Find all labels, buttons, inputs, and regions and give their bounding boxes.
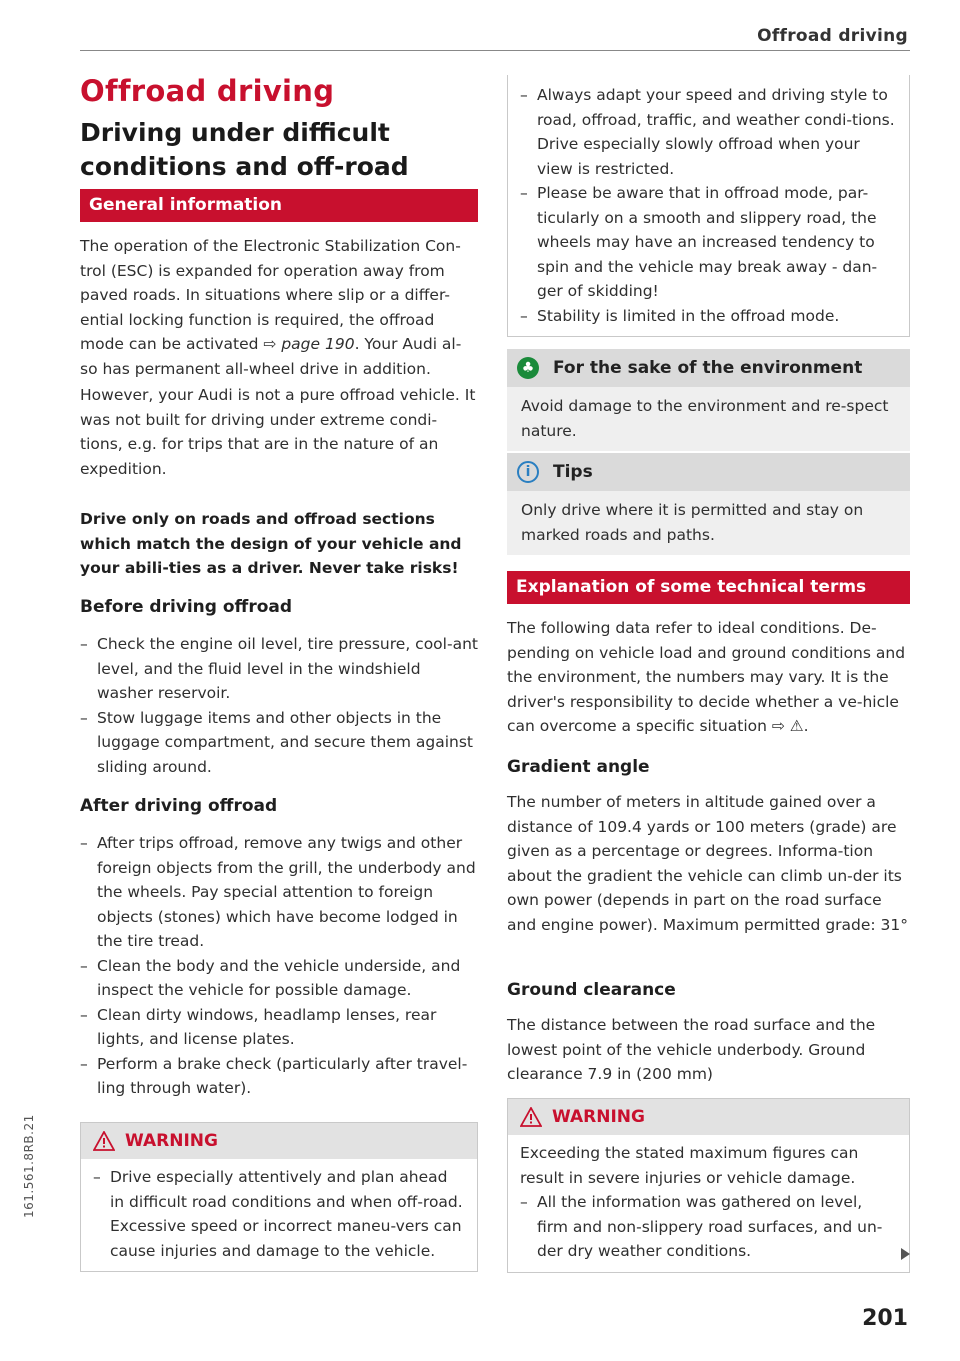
- list-item: – Stability is limited in the offroad mode.: [520, 304, 897, 329]
- intro-paragraph-2-text: However, your Audi is not a pure offroad vehicle. It was not built for driving under extreme condi-tions, e.g. for trips that are in the nature of an expedition.: [80, 386, 476, 478]
- list-item: – Check the engine oil level, tire pressure, cool-ant level, and the fluid level in the windshield washer reservoir.: [80, 632, 478, 706]
- intro-text-b: . Your Audi al-so has permanent all-wheel drive in addition.: [80, 335, 462, 378]
- intro-text-a: The operation of the Electronic Stabilization Con-trol (ESC) is expanded for operation away from paved roads. In situations where slip or a differ-ential locking function is required, the offroad mode can be activated: [80, 237, 461, 353]
- warning-box-continued: [507, 75, 910, 337]
- running-head: Offroad driving: [757, 26, 908, 46]
- warning-triangle-icon: [520, 1107, 542, 1127]
- gradient-paragraph: [507, 790, 910, 937]
- before-driving-heading: Before driving offroad: [80, 597, 293, 617]
- gradient-paragraph-text: The number of meters in altitude gained over a distance of 109.4 yards or 100 meters (grade) are given as a percentage or degrees. Informa-tion about the gradient the vehicle can climb un-der its own power (depends in part on the road surface and engine power). Maximum permitted grade: 31°: [507, 793, 909, 934]
- warning-label: WARNING: [125, 1131, 218, 1151]
- section-title-line-1: Driving under difficult: [80, 118, 390, 147]
- page-number: 201: [862, 1306, 908, 1331]
- chapter-title: Offroad driving: [80, 74, 335, 108]
- document-code: 161.561.8RB.21: [22, 1114, 36, 1218]
- environment-note: [507, 349, 910, 451]
- environment-label: For the sake of the environment: [553, 358, 863, 378]
- continue-arrow-icon: [901, 1248, 910, 1260]
- tips-label: Tips: [553, 462, 593, 482]
- tips-header: [507, 453, 910, 491]
- warning-header: [508, 1099, 909, 1135]
- list-item: – Always adapt your speed and driving style to road, offroad, traffic, and weather condi-tions. Drive especially slowly offroad when your view is restricted.: [520, 83, 897, 181]
- tips-body: Only drive where it is permitted and stay on marked roads and paths.: [521, 501, 864, 544]
- gradient-angle-heading: Gradient angle: [507, 757, 650, 777]
- before-driving-list: [80, 632, 478, 779]
- warning-label: WARNING: [552, 1107, 645, 1127]
- warning-header: [81, 1123, 477, 1159]
- warning-intro: Exceeding the stated maximum figures can result in severe injuries or vehicle damage.: [520, 1144, 859, 1187]
- terms-paragraph-text: The following data refer to ideal conditions. De-pending on vehicle load and ground conditions and the environment, the numbers may vary. It is the driver's responsibility to decide whether a ve-hicle can overcome a specific situation ⇨ ⚠.: [507, 619, 906, 735]
- intro-paragraph-1: [80, 234, 478, 381]
- warning-box-right: [507, 1098, 910, 1273]
- ground-clearance-heading: Ground clearance: [507, 980, 676, 1000]
- section-title-line-2: conditions and off-road: [80, 152, 409, 181]
- list-item: – All the information was gathered on level, firm and non-slippery road surfaces, and un-der dry weather conditions.: [520, 1190, 897, 1264]
- environment-leaf-icon: ♣: [517, 357, 539, 379]
- list-item: – Perform a brake check (particularly after travel-ling through water).: [80, 1052, 478, 1101]
- clearance-paragraph: [507, 1013, 910, 1087]
- after-driving-list: [80, 831, 478, 1101]
- warning-body: [508, 1135, 909, 1272]
- environment-header: [507, 349, 910, 387]
- terms-paragraph: [507, 616, 910, 739]
- list-item: – Drive especially attentively and plan ahead in difficult road conditions and when off-road. Excessive speed or incorrect maneu-vers can cause injuries and damage to the vehicle.: [93, 1165, 465, 1263]
- warning-body: [81, 1159, 477, 1271]
- after-driving-heading: After driving offroad: [80, 796, 278, 816]
- band-general-information: General information: [80, 189, 478, 222]
- warning-continued-body: [508, 75, 909, 336]
- list-item: – Clean the body and the vehicle underside, and inspect the vehicle for possible damage.: [80, 954, 478, 1003]
- clearance-paragraph-text: The distance between the road surface and the lowest point of the vehicle underbody. Ground clearance 7.9 in (200 mm): [507, 1016, 876, 1083]
- list-item: – Stow luggage items and other objects in the luggage compartment, and secure them against sliding around.: [80, 706, 478, 780]
- list-item: – Clean dirty windows, headlamp lenses, rear lights, and license plates.: [80, 1003, 478, 1052]
- info-icon: i: [517, 461, 539, 483]
- list-item: – After trips offroad, remove any twigs and other foreign objects from the grill, the underbody and the wheels. Pay special attention to foreign objects (stones) which have become lodged in the tire tread.: [80, 831, 478, 954]
- tips-note: [507, 453, 910, 555]
- section-title: [80, 116, 409, 184]
- warning-box-left: [80, 1122, 478, 1272]
- page-reference-link[interactable]: ⇨ page 190: [263, 335, 355, 353]
- list-item: – Please be aware that in offroad mode, par-ticularly on a smooth and slippery road, the wheels may have an increased tendency to spin and the vehicle may break away - dan-ger of skidding!: [520, 181, 897, 304]
- environment-body: Avoid damage to the environment and re-spect nature.: [521, 397, 889, 440]
- bold-notice: [80, 507, 478, 581]
- warning-triangle-icon: [93, 1131, 115, 1151]
- header-rule: [80, 50, 910, 51]
- intro-paragraph-2: [80, 383, 478, 481]
- bold-notice-text: Drive only on roads and offroad sections which match the design of your vehicle and your abili-ties as a driver. Never take risks!: [80, 510, 462, 577]
- band-technical-terms: Explanation of some technical terms: [507, 571, 910, 604]
